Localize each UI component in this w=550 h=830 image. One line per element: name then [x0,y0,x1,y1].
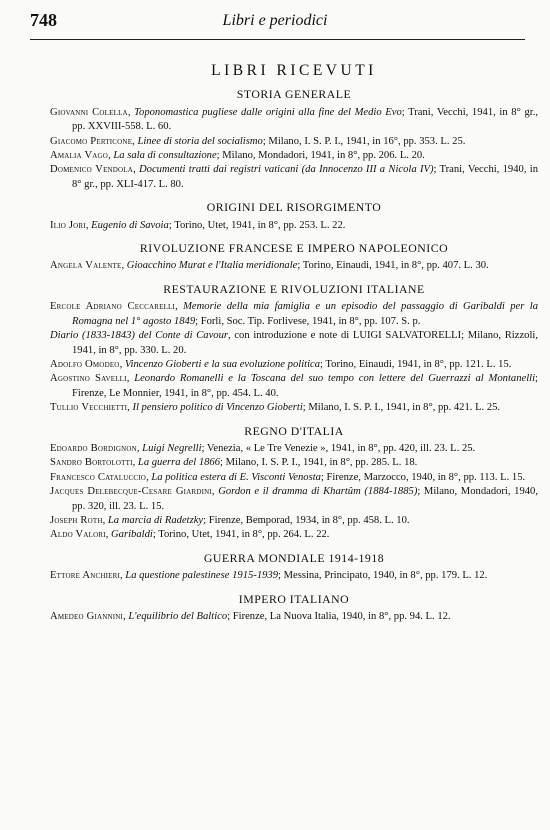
bibliography-entry: Agostino Savelli, Leonardo Romanelli e la Toscana del suo tempo con lettere del Guerrazzi al Montanelli; Firenze, Le Monnier, 1941, in 8°, pp. 454. L. 40. [50,373,538,399]
entry-author: Ercole Adriano Ceccarelli [50,301,176,313]
entry-title: La marcia di Radetzky [107,514,204,526]
entry-author: Francesco Cataluccio [50,471,147,483]
entry-title: La guerra del 1866 [137,457,221,469]
entry-title: Leonardo Romanelli e la Toscana del suo tempo con lettere del Guerrazzi al Montanelli [134,373,536,385]
entry-details: ; Torino, Einaudi, 1941, in 8°, pp. 121. L. 15. [320,358,512,370]
entry-title: Eugenio di Savoia [91,219,169,231]
entry-details: ; Venezia, « Le Tre Venezie », 1941, in 8°, pp. 420, ill. 23. L. 25. [201,442,476,454]
entry-author: Tullio Vecchietti [50,402,128,414]
entry-author: Amalia Vago [50,150,109,162]
bibliography-entry: Edoardo Bordignon, Luigi Negrelli; Venezia, « Le Tre Venezie », 1941, in 8°, pp. 420, ill. 23. L. 25. [50,442,476,454]
entry-title: Gordon e il dramma di Khartûm (1884-1885) [218,486,418,498]
bibliography-entry: Domenico Vendola, Documenti tratti dai registri vaticani (da Innocenzo III a Nicola IV); Trani, Vecchi, 1940, in 8° gr., pp. XLI-417. L. 80. [50,164,539,190]
entry-details: ; Milano, Mondadori, 1940, pp. 320, ill. 23. L. 15. [72,486,538,512]
entry-title: L'equilibrio del Baltico [128,611,228,622]
page-title: LIBRI RICEVUTI [211,62,377,79]
section-heading: RIVOLUZIONE FRANCESE E IMPERO NAPOLEONICO [139,241,449,256]
entry-title: La politica estera di E. Visconti Venosta [151,471,321,483]
bibliography-entry: Giovanni Colella, Toponomastica pugliese dalle origini alla fine del Medio Evo; Trani, Vecchi, 1941, in 8° gr., pp. XXVIII-558. L. 60. [50,106,538,133]
bibliography-entry: Ettore Anchieri, La questione palestinese 1915-1939; Messina, Principato, 1940, in 8°, pp. 179. L. 12. [50,570,488,582]
entry-title: Documenti tratti dai registri vaticani (da Innocenzo III a Nicola IV) [139,164,434,176]
entry-author: Joseph Roth [50,514,103,526]
entry-title: Vincenzo Gioberti e la sua evoluzione politica [124,358,321,370]
entry-details: ; Firenze, Bemporad, 1934, in 8°, pp. 458. L. 10. [203,514,410,526]
entry-title: La sala di consultazione [113,150,217,162]
header-rule [30,39,525,40]
entry-title: La questione palestinese 1915-1939 [125,570,279,582]
entry-author: Ettore Anchieri [50,570,120,582]
entry-title: Diario (1833-1843) del Conte di Cavour [50,330,228,342]
entry-details: ; Milano, Mondadori, 1941, in 8°, pp. 206. L. 20. [216,150,425,162]
entry-title: Memorie della mia famiglia e un episodio del passaggio di Garibaldi per la Romagna nel 1° agosto 1849 [72,301,538,327]
entry-details: ; Firenze, Le Monnier, 1941, in 8°, pp. 454. L. 40. [72,373,538,399]
entry-author: Ilio Jori [50,219,86,231]
entry-author: Edoardo Bordignon [50,442,137,454]
entry-details: ; Trani, Vecchi, 1940, in 8° gr., pp. XLI-417. L. 80. [72,164,539,190]
entry-author: Amedeo Giannini [50,611,124,622]
entry-details: ; Forlì, Soc. Tip. Forlivese, 1941, in 8°, pp. 107. S. p. [195,315,421,327]
running-head: Libri e periodici [222,12,328,29]
entry-author: Angela Valente [50,260,122,272]
section-heading: ORIGINI DEL RISORGIMENTO [206,200,382,215]
entry-author: Sandro Bortolotti [50,457,133,469]
section-heading: IMPERO ITALIANO [238,591,350,606]
entry-details: ; Milano, I. S. P. I., 1941, in 16°, pp. 353. L. 25. [262,135,466,147]
section-heading: REGNO D'ITALIA [244,423,344,438]
entry-author: Giacomo Perticone [50,135,133,147]
entry-author: Giovanni Colella [50,106,128,118]
bibliography-entry: Tullio Vecchietti, Il pensiero politico di Vincenzo Gioberti; Milano, I. S. P. I., 1941, in 8°, pp. 421. L. 25. [50,402,501,414]
bibliography-entry: Sandro Bortolotti, La guerra del 1866; Milano, I. S. P. I., 1941, in 8°, pp. 285. L. 18. [50,457,418,469]
entry-author: Domenico Vendola [50,164,134,176]
section-heading: RESTAURAZIONE E RIVOLUZIONI ITALIANE [163,281,425,296]
entry-details: ; Torino, Einaudi, 1941, in 8°, pp. 407. L. 30. [297,260,489,272]
bibliography-entry: Ercole Adriano Ceccarelli, Memorie della mia famiglia e un episodio del passaggio di Garibaldi per la Romagna nel 1° agosto 1849; Forlì, Soc. Tip. Forlivese, 1941, in 8°, pp. 107. S. p. [50,301,538,327]
bibliography-entry: Angela Valente, Gioacchino Murat e l'Italia meridionale; Torino, Einaudi, 1941, in 8°, pp. 407. L. 30. [50,260,489,272]
bibliography-entry: Jacques Delebecque-Cesare Giardini, Gordon e il dramma di Khartûm (1884-1885); Milano, Mondadori, 1940, pp. 320, ill. 23. L. 15. [50,486,538,512]
entry-details: ; Firenze, Marzocco, 1940, in 8°, pp. 113. L. 15. [320,471,526,483]
entry-author: Jacques Delebecque-Cesare Giardini [50,486,212,498]
bibliography-entry: Adolfo Omodeo, Vincenzo Gioberti e la sua evoluzione politica; Torino, Einaudi, 1941, in 8°, pp. 121. L. 15. [50,358,512,370]
bibliography-entry: Giacomo Perticone, Linee di storia del socialismo; Milano, I. S. P. I., 1941, in 16°, pp. 353. L. 25. [50,135,466,147]
bibliography-entry: Joseph Roth, La marcia di Radetzky; Firenze, Bemporad, 1934, in 8°, pp. 458. L. 10. [50,514,410,526]
entry-details: ; Torino, Utet, 1941, in 8°, pp. 264. L. 22. [152,529,330,541]
bibliography-entry: Amedeo Giannini, L'equilibrio del Baltico; Firenze, La Nuova Italia, 1940, in 8°, pp. 94. L. 12. [50,611,451,622]
bibliography-entry: Francesco Cataluccio, La politica estera di E. Visconti Venosta; Firenze, Marzocco, 1940, in 8°, pp. 113. L. 15. [50,471,526,483]
entry-details: , con introduzione e note di LUIGI SALVATORELLI; Milano, Rizzoli, 1941, in 8°, pp. 330. L. 20. [72,330,538,356]
entry-details: ; Milano, I. S. P. I., 1941, in 8°, pp. 421. L. 25. [302,402,501,414]
entry-details: ; Torino, Utet, 1941, in 8°, pp. 253. L. 22. [168,219,346,231]
page-number: 748 [30,10,57,30]
entry-title: Linee di storia del socialismo [137,135,263,147]
entry-author: Adolfo Omodeo [50,358,120,370]
entry-details: ; Milano, I. S. P. I., 1941, in 8°, pp. 285. L. 18. [220,457,418,469]
entry-title: Il pensiero politico di Vincenzo Gioberti [132,402,303,414]
section-heading: GUERRA MONDIALE 1914-1918 [203,550,385,565]
bibliography-entry: Ilio Jori, Eugenio di Savoia; Torino, Utet, 1941, in 8°, pp. 253. L. 22. [50,219,346,231]
section-heading: STORIA GENERALE [236,87,352,102]
entry-details: ; Firenze, La Nuova Italia, 1940, in 8°, pp. 94. L. 12. [227,611,451,622]
page-header [0,0,550,42]
entry-author: Agostino Savelli [50,373,127,385]
entry-title: Gioacchino Murat e l'Italia meridionale [126,260,298,272]
entry-title: Garibaldi [111,529,153,541]
entry-details: ; Trani, Vecchi, 1941, in 8° gr., pp. XXVIII-558. L. 60. [72,106,538,133]
bibliography-entry [50,329,538,358]
bibliography-entry: Aldo Valori, Garibaldi; Torino, Utet, 1941, in 8°, pp. 264. L. 22. [50,529,330,541]
entry-details: ; Messina, Principato, 1940, in 8°, pp. 179. L. 12. [278,570,488,582]
entry-title: Toponomastica pugliese dalle origini alla fine del Medio Evo [134,106,402,118]
bibliography-entry: Amalia Vago, La sala di consultazione; Milano, Mondadori, 1941, in 8°, pp. 206. L. 20. [50,150,425,162]
page-content [50,64,538,624]
entry-title: Luigi Negrelli [142,442,202,454]
entry-author: Aldo Valori [50,529,106,541]
